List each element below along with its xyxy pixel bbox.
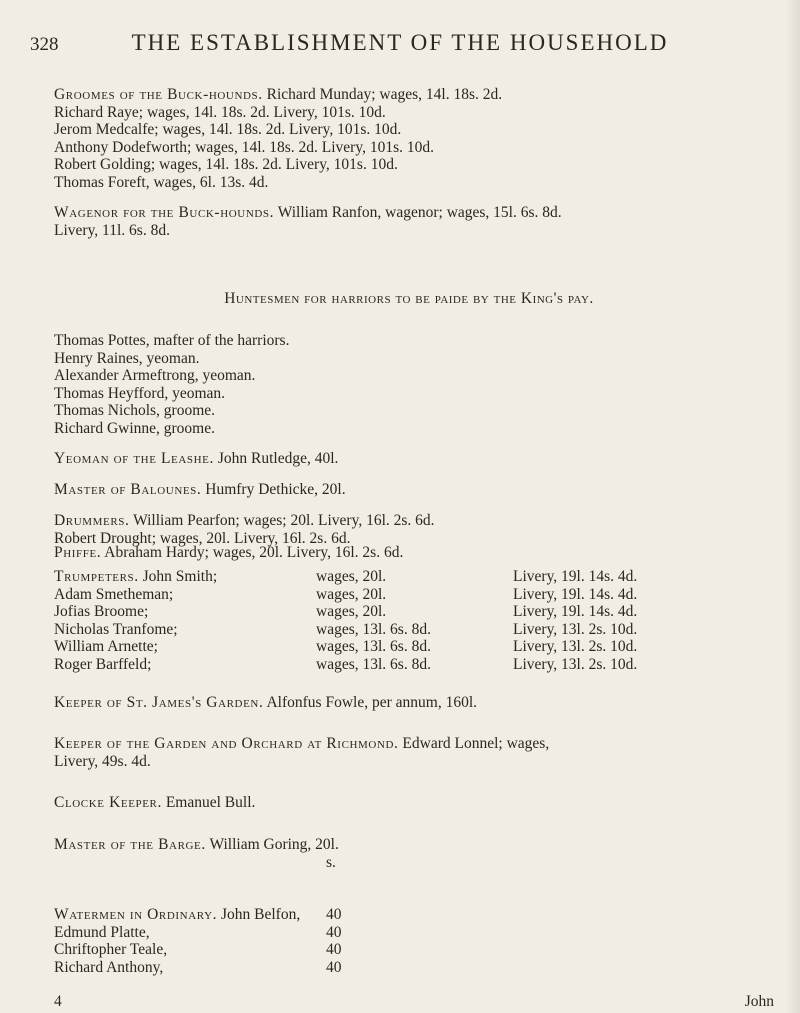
grooms-line: Jerom Medcalfe; wages, 14l. 18s. 2d. Livery, 101s. 10d.: [54, 121, 402, 138]
drummers-cont: Robert Drought; wages, 20l. Livery, 16l. 2s. 6d.: [54, 529, 351, 547]
trumpeter-wages: wages, 20l.: [316, 603, 387, 620]
waterman-value: 40: [326, 923, 342, 941]
grooms-heading: Groomes of the Buck-hounds.: [54, 86, 263, 103]
watermen-list: [54, 906, 774, 976]
table-row: [54, 603, 774, 621]
page-footer: [54, 993, 774, 1011]
barge-heading: Master of the Barge.: [54, 836, 206, 853]
richmond-text: Edward Lonnel; wages,: [402, 735, 550, 752]
trumpeters-heading: Trumpeters.: [54, 568, 139, 585]
richmond-cont: Livery, 49s. 4d.: [54, 752, 151, 770]
clocke-entry: [54, 794, 774, 812]
list-item: Thomas Nichols, groome.: [54, 402, 216, 419]
list-item: Thomas Heyfford, yeoman.: [54, 384, 226, 402]
page-edge-shadow: [786, 0, 800, 1013]
list-item: Alexander Armeftrong, yeoman.: [54, 367, 256, 384]
wagenor-entry: [54, 204, 774, 239]
barge-entry: [54, 836, 774, 871]
drummers-heading: Drummers.: [54, 512, 130, 529]
clocke-text: Emanuel Bull.: [165, 794, 256, 811]
table-row: [54, 638, 774, 656]
waterman-name: John Belfon,: [220, 906, 301, 923]
balounes-heading: Master of Balounes.: [54, 481, 202, 498]
trumpeter-name: Jofias Broome;: [54, 603, 149, 620]
running-head: THE ESTABLISHMENT OF THE HOUSEHOLD: [131, 30, 669, 55]
trumpeter-wages: wages, 13l. 6s. 8d.: [316, 638, 431, 655]
trumpeter-livery: Livery, 19l. 14s. 4d.: [513, 585, 638, 603]
table-row: [54, 568, 774, 586]
trumpeter-livery: Livery, 19l. 14s. 4d.: [513, 568, 638, 585]
phiffe-text: Abraham Hardy; wages, 20l. Livery, 16l. 2s. 6d.: [104, 544, 404, 561]
trumpeter-wages: wages, 13l. 6s. 8d.: [316, 655, 431, 673]
running-header: [30, 30, 760, 60]
table-row: [54, 906, 774, 924]
table-row: [54, 959, 774, 977]
waterman-value: 40: [326, 906, 342, 923]
watermen-heading: Watermen in Ordinary.: [54, 906, 218, 923]
grooms-line: Thomas Foreft, wages, 6l. 13s. 4d.: [54, 173, 269, 191]
table-row: [54, 621, 774, 639]
table-row: [54, 924, 774, 942]
leashe-entry: [54, 450, 774, 468]
leashe-text: John Rutledge, 40l.: [217, 450, 339, 467]
waterman-name: Edmund Platte,: [54, 923, 150, 941]
trumpeter-wages: wages, 13l. 6s. 8d.: [316, 620, 431, 638]
list-item: Henry Raines, yeoman.: [54, 349, 200, 367]
drummers-entry: [54, 512, 774, 547]
grooms-line: Anthony Dodefworth; wages, 14l. 18s. 2d. Livery, 101s. 10d.: [54, 138, 434, 156]
st-james-text: Alfonfus Fowle, per annum, 160l.: [266, 694, 477, 711]
wagenor-text: William Ranfon, wagenor; wages, 15l. 6s. 8d.: [277, 204, 562, 221]
barge-text: William Goring, 20l.: [209, 836, 339, 853]
grooms-entry: [54, 86, 774, 191]
clocke-heading: Clocke Keeper.: [54, 794, 162, 811]
phiffe-heading: Phiffe.: [54, 544, 102, 561]
trumpeter-name: Adam Smetheman;: [54, 585, 174, 603]
signature-mark: 4: [54, 993, 62, 1010]
trumpeter-name: Nicholas Tranfome;: [54, 620, 178, 638]
richmond-entry: [54, 735, 774, 770]
huntsmen-heading: Huntesmen for harriors to be paide by the King's pay.: [224, 290, 594, 307]
grooms-line: Robert Golding; wages, 14l. 18s. 2d. Livery, 101s. 10d.: [54, 156, 398, 173]
waterman-name: Richard Anthony,: [54, 958, 164, 976]
drummers-text: William Pearfon; wages; 20l. Livery, 16l. 2s. 6d.: [133, 512, 435, 529]
trumpeter-livery: Livery, 13l. 2s. 10d.: [513, 655, 638, 673]
waterman-value: 40: [326, 941, 342, 958]
wagenor-heading: Wagenor for the Buck-hounds.: [54, 204, 275, 221]
wagenor-cont: Livery, 11l. 6s. 8d.: [54, 221, 170, 239]
table-row: [54, 656, 774, 674]
trumpeters-table: [54, 568, 774, 673]
leashe-heading: Yeoman of the Leashe.: [54, 450, 214, 467]
huntsmen-list: [54, 332, 554, 437]
grooms-line: Richard Munday; wages, 14l. 18s. 2d.: [266, 86, 503, 103]
st-james-heading: Keeper of St. James's Garden.: [54, 694, 264, 711]
trumpeter-livery: Livery, 13l. 2s. 10d.: [513, 638, 638, 655]
catchword: John: [744, 993, 774, 1010]
trumpeter-wages: wages, 20l.: [316, 568, 387, 585]
phiffe-entry: [54, 544, 774, 562]
waterman-name: Chriftopher Teale,: [54, 941, 168, 958]
waterman-value: 40: [326, 958, 342, 976]
page-number: 328: [30, 34, 59, 55]
trumpeter-wages: wages, 20l.: [316, 585, 387, 603]
trumpeter-name: William Arnette;: [54, 638, 158, 655]
trumpeter-name: John Smith;: [142, 568, 218, 585]
trumpeter-livery: Livery, 13l. 2s. 10d.: [513, 620, 638, 638]
balounes-entry: [54, 481, 774, 499]
richmond-heading: Keeper of the Garden and Orchard at Richmond.: [54, 735, 399, 752]
trumpeter-livery: Livery, 19l. 14s. 4d.: [513, 603, 638, 620]
list-item: Richard Gwinne, groome.: [54, 419, 215, 437]
st-james-entry: [54, 694, 774, 712]
grooms-line: Richard Raye; wages, 14l. 18s. 2d. Livery, 101s. 10d.: [54, 103, 386, 121]
balounes-text: Humfry Dethicke, 20l.: [205, 481, 346, 498]
barge-unit: s.: [326, 853, 336, 871]
list-item: Thomas Pottes, mafter of the harriors.: [54, 332, 290, 349]
trumpeter-name: Roger Barffeld;: [54, 655, 152, 673]
table-row: [54, 941, 774, 959]
table-row: [54, 586, 774, 604]
